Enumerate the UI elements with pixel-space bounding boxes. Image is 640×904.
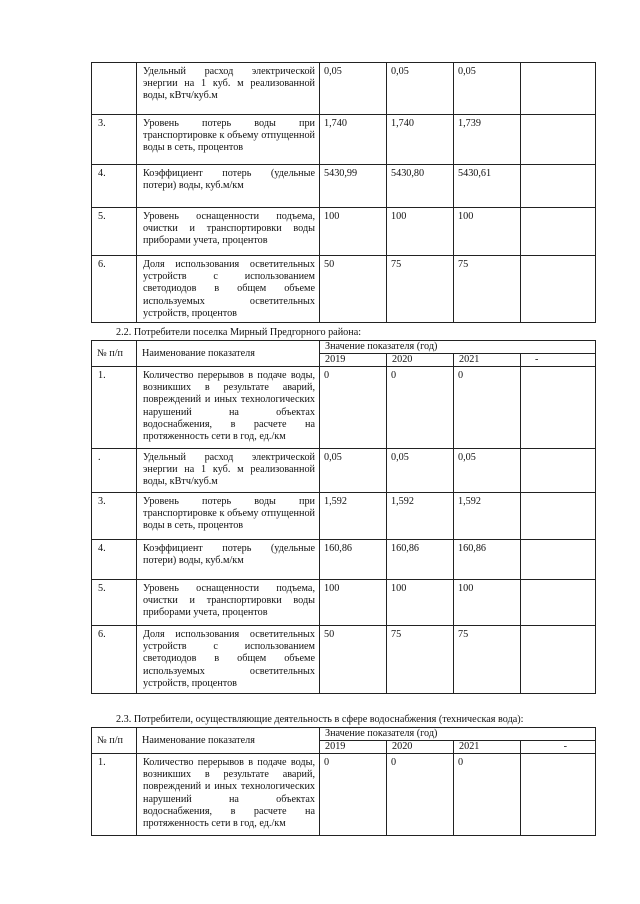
indicator-table-2-header [92,341,596,367]
indicator-table-1-body [92,63,596,323]
header-group: Значение показателя (год) [320,341,596,354]
row-number: 3. [92,115,137,165]
value-2019: 0,05 [320,63,387,115]
value-2019: 1,592 [320,493,387,540]
row-number: 5. [92,208,137,256]
value-2020: 1,592 [387,493,454,540]
header-year-2020: 2020 [387,741,454,754]
table-row [92,367,596,449]
header-row [92,341,596,354]
indicator-name: Количество перерывов в подаче воды, возникших в результате аварий, повреждений и иных технологических нарушений на объектах водоснабжения, в расчете на протяженность сети в год, ед./км [137,367,320,449]
value-2019: 0 [320,367,387,449]
header-year-2019: 2019 [320,354,387,367]
header-row [92,728,596,741]
value-2021: 5430,61 [454,165,521,208]
value-extra [521,754,596,836]
value-extra [521,580,596,626]
row-number: 1. [92,754,137,836]
indicator-name: Коэффициент потерь (удельные потери) воды, куб.м/км [137,540,320,580]
header-num: № п/п [92,341,137,367]
value-2020: 100 [387,208,454,256]
header-num: № п/п [92,728,137,754]
value-extra [521,165,596,208]
indicator-name: Уровень оснащенности подъема, очистки и транспортировки воды приборами учета, процентов [137,580,320,626]
value-2021: 0,05 [454,449,521,493]
indicator-table-3 [91,727,596,836]
value-2020: 0 [387,367,454,449]
value-2019: 100 [320,580,387,626]
row-number [92,63,137,115]
row-number: . [92,449,137,493]
value-2019: 1,740 [320,115,387,165]
header-group: Значение показателя (год) [320,728,596,741]
indicator-table-3-header [92,728,596,754]
value-2020: 0 [387,754,454,836]
table-row [92,208,596,256]
row-number: 5. [92,580,137,626]
section-2-caption: 2.2. Потребители поселка Мирный Предгорного района: [116,327,362,338]
value-2020: 1,740 [387,115,454,165]
value-2021: 0 [454,754,521,836]
row-number: 6. [92,626,137,694]
value-2020: 0,05 [387,63,454,115]
value-2020: 75 [387,256,454,323]
header-year-2021: 2021 [454,354,521,367]
value-extra [521,449,596,493]
value-extra [521,63,596,115]
value-2019: 5430,99 [320,165,387,208]
row-number: 4. [92,165,137,208]
indicator-table-2 [91,340,596,694]
value-extra [521,367,596,449]
table-row [92,256,596,323]
value-2020: 0,05 [387,449,454,493]
header-year-2019: 2019 [320,741,387,754]
table-row [92,449,596,493]
indicator-table-2-body [92,367,596,694]
table-row [92,540,596,580]
indicator-table-1 [91,62,596,323]
value-2021: 100 [454,208,521,256]
value-2021: 1,592 [454,493,521,540]
indicator-name: Количество перерывов в подаче воды, возникших в результате аварий, повреждений и иных технологических нарушений на объектах водоснабжения, в расчете на протяженность сети в год, ед./км [137,754,320,836]
value-extra [521,208,596,256]
row-number: 3. [92,493,137,540]
value-2019: 0,05 [320,449,387,493]
table-row [92,63,596,115]
value-2019: 100 [320,208,387,256]
value-extra [521,256,596,323]
table-row [92,493,596,540]
header-dash: - [521,354,596,367]
value-2020: 75 [387,626,454,694]
value-2019: 50 [320,256,387,323]
value-extra [521,540,596,580]
section-3-caption: 2.3. Потребители, осуществляющие деятельность в сфере водоснабжения (техническая вода): [116,714,524,725]
table-row [92,580,596,626]
value-2021: 0,05 [454,63,521,115]
value-extra [521,115,596,165]
row-number: 6. [92,256,137,323]
value-2021: 1,739 [454,115,521,165]
header-name: Наименование показателя [137,728,320,754]
value-2020: 160,86 [387,540,454,580]
value-2019: 160,86 [320,540,387,580]
table-row [92,165,596,208]
header-name: Наименование показателя [137,341,320,367]
value-2021: 160,86 [454,540,521,580]
value-2020: 100 [387,580,454,626]
value-2021: 75 [454,626,521,694]
row-number: 1. [92,367,137,449]
table-row [92,115,596,165]
row-number: 4. [92,540,137,580]
value-extra [521,626,596,694]
header-year-2021: 2021 [454,741,521,754]
value-2020: 5430,80 [387,165,454,208]
value-2021: 75 [454,256,521,323]
value-2019: 50 [320,626,387,694]
value-2019: 0 [320,754,387,836]
indicator-name: Коэффициент потерь (удельные потери) воды, куб.м/км [137,165,320,208]
header-year-2020: 2020 [387,354,454,367]
indicator-name: Доля использования осветительных устройств с использованием светодиодов в общем объеме используемых осветительных устройств, процентов [137,256,320,323]
indicator-table-3-body [92,754,596,836]
indicator-name: Удельный расход электрической энергии на 1 куб. м реализованной воды, кВтч/куб.м [137,449,320,493]
value-2021: 100 [454,580,521,626]
indicator-name: Доля использования осветительных устройств с использованием светодиодов в общем объеме используемых осветительных устройств, процентов [137,626,320,694]
indicator-name: Уровень потерь воды при транспортировке к объему отпущенной воды в сеть, процентов [137,493,320,540]
indicator-name: Уровень оснащенности подъема, очистки и транспортировки воды приборами учета, процентов [137,208,320,256]
value-2021: 0 [454,367,521,449]
header-dash: - [521,741,596,754]
value-extra [521,493,596,540]
indicator-name: Удельный расход электрической энергии на 1 куб. м реализованной воды, кВтч/куб.м [137,63,320,115]
table-row [92,754,596,836]
indicator-name: Уровень потерь воды при транспортировке к объему отпущенной воды в сеть, процентов [137,115,320,165]
table-row [92,626,596,694]
